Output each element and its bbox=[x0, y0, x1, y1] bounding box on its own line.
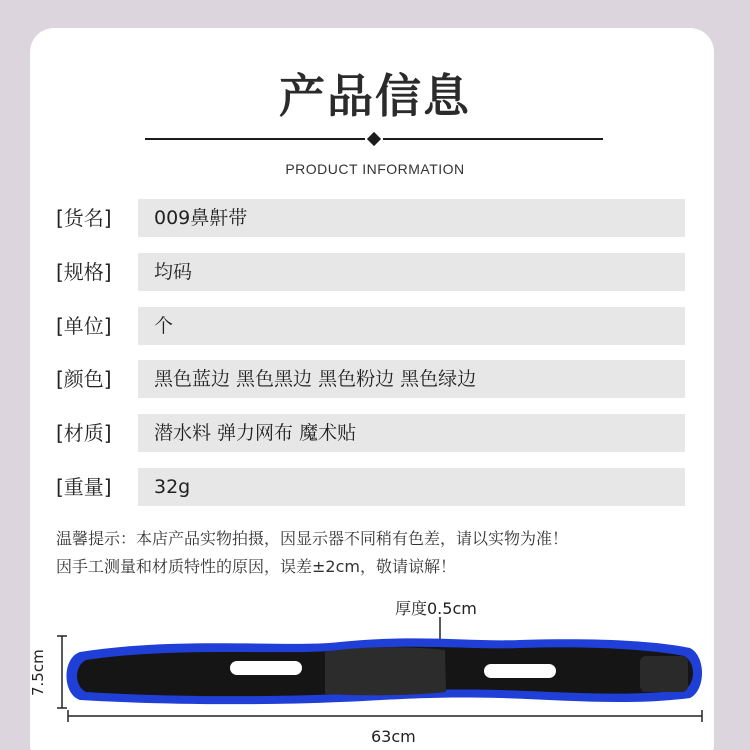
info-row-label: [规格] bbox=[56, 260, 112, 284]
info-row-label: [材质] bbox=[56, 421, 112, 445]
strap-slot-right bbox=[484, 664, 556, 678]
strap-slot-left bbox=[230, 661, 302, 675]
info-row-value: 潜水料 弹力网布 魔术贴 bbox=[138, 414, 685, 452]
notice-line-2: 因手工测量和材质特性的原因，误差±2cm，敬请谅解！ bbox=[56, 557, 456, 576]
info-row-value: 个 bbox=[138, 307, 685, 345]
page-title: 产品信息 bbox=[279, 69, 471, 123]
info-row-value: 32g bbox=[138, 468, 685, 506]
info-row-value: 009鼻鼾带 bbox=[138, 199, 685, 237]
info-row-value: 均码 bbox=[138, 253, 685, 291]
height-label-text: 7.5cm bbox=[29, 649, 47, 697]
strap-velcro-tab bbox=[640, 656, 688, 692]
info-row-label: [货名] bbox=[56, 206, 112, 230]
notice-line-1: 温馨提示：本店产品实物拍摄，因显示器不同稍有色差，请以实物为准！ bbox=[56, 529, 569, 548]
info-row-label: [重量] bbox=[56, 475, 112, 499]
thickness-label: 厚度0.5cm bbox=[395, 599, 477, 618]
info-row-value: 黑色蓝边 黑色黑边 黑色粉边 黑色绿边 bbox=[138, 360, 685, 398]
strap-mesh-panel bbox=[325, 647, 446, 695]
page-subtitle: PRODUCT INFORMATION bbox=[285, 161, 465, 177]
width-label: 63cm bbox=[371, 727, 416, 746]
info-row-label: [颜色] bbox=[56, 367, 112, 391]
info-row-label: [单位] bbox=[56, 314, 112, 338]
height-label bbox=[18, 643, 58, 703]
